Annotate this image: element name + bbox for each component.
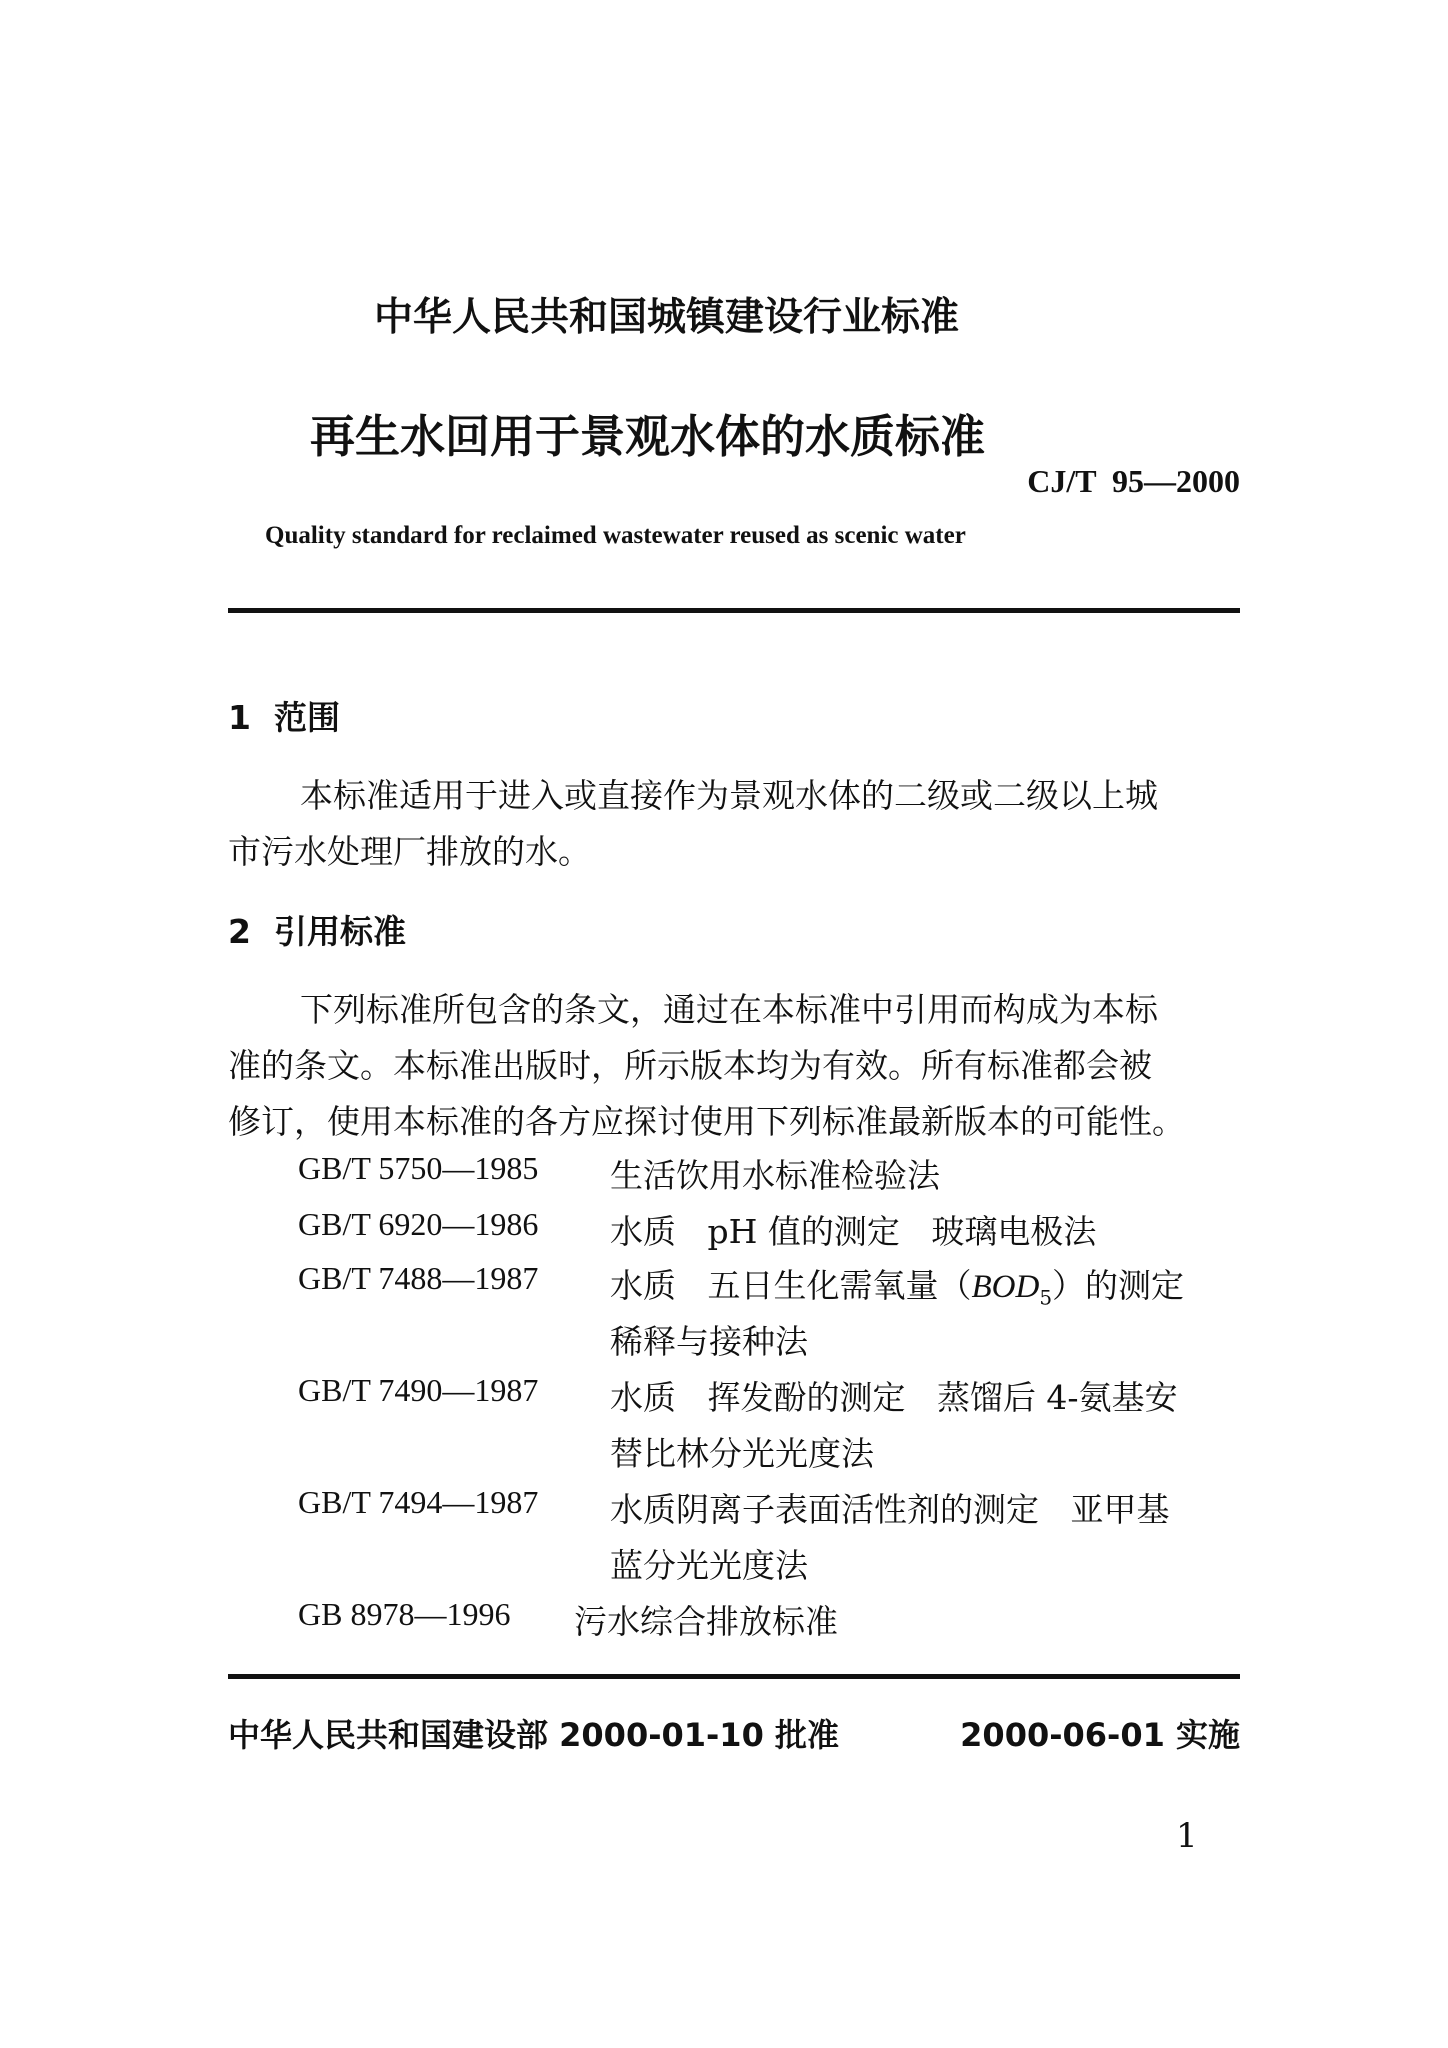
reference-title-part: ）的测定: [1052, 1266, 1185, 1305]
document-title: 再生水回用于景观水体的水质标准: [310, 410, 986, 463]
reference-title-continued: 蓝分光光度法: [610, 1546, 808, 1585]
reference-title: 水质 pH 值的测定 玻璃电极法: [610, 1212, 1097, 1251]
reference-code: GB/T 7494—1987: [298, 1484, 539, 1520]
reference-title: 水质 挥发酚的测定 蒸馏后 4-氨基安: [610, 1378, 1178, 1417]
page-number: 1: [1176, 1816, 1198, 1856]
reference-title: 生活饮用水标准检验法: [610, 1156, 940, 1195]
reference-row: [0, 1596, 1448, 1646]
english-title: Quality standard for reclaimed wastewater reused as scenic water: [265, 522, 966, 549]
footer-divider: [228, 1674, 1240, 1679]
reference-title-continued: 稀释与接种法: [610, 1322, 808, 1361]
reference-row: [0, 1484, 1448, 1594]
reference-code: GB/T 7488—1987: [298, 1260, 539, 1296]
reference-title: [610, 1260, 1184, 1310]
section-1-body: [228, 768, 1240, 880]
section-2-line: 修订，使用本标准的各方应探讨使用下列标准最新版本的可能性。: [228, 1102, 1185, 1141]
section-1-line: 本标准适用于进入或直接作为景观水体的二级或二级以上城: [300, 776, 1158, 815]
section-2-line: 下列标准所包含的条文，通过在本标准中引用而构成为本标: [300, 990, 1158, 1029]
reference-row: [0, 1372, 1448, 1482]
reference-code: GB/T 7490—1987: [298, 1372, 539, 1408]
reference-title-part: 水质 五日生化需氧量（: [610, 1266, 972, 1305]
reference-row: [0, 1206, 1448, 1256]
section-1-line: 市污水处理厂排放的水。: [228, 832, 591, 871]
standard-code: CJ/T 95—2000: [1027, 463, 1240, 499]
org-standard-title: 中华人民共和国城镇建设行业标准: [374, 295, 960, 340]
reference-code: GB 8978—1996: [298, 1596, 511, 1632]
section-2-line: 准的条文。本标准出版时，所示版本均为有效。所有标准都会被: [228, 1046, 1152, 1085]
effective-date: 2000-06-01 实施: [960, 1716, 1240, 1754]
reference-title-continued: 替比林分光光度法: [610, 1434, 874, 1473]
section-1-heading: 1 范围: [228, 698, 340, 737]
header-divider: [228, 608, 1240, 613]
reference-row: [0, 1260, 1448, 1370]
bod-abbrev: BOD: [971, 1269, 1040, 1305]
bod-subscript: 5: [1039, 1285, 1053, 1310]
section-2-heading: 2 引用标准: [228, 912, 406, 951]
reference-title: 污水综合排放标准: [574, 1602, 838, 1641]
reference-code: GB/T 6920—1986: [298, 1206, 539, 1242]
reference-title: 水质阴离子表面活性剂的测定 亚甲基: [610, 1490, 1170, 1529]
reference-code: GB/T 5750—1985: [298, 1150, 539, 1186]
reference-row: [0, 1150, 1448, 1200]
section-2-body: [228, 982, 1240, 1150]
approval-statement: 中华人民共和国建设部 2000-01-10 批准: [228, 1716, 839, 1754]
